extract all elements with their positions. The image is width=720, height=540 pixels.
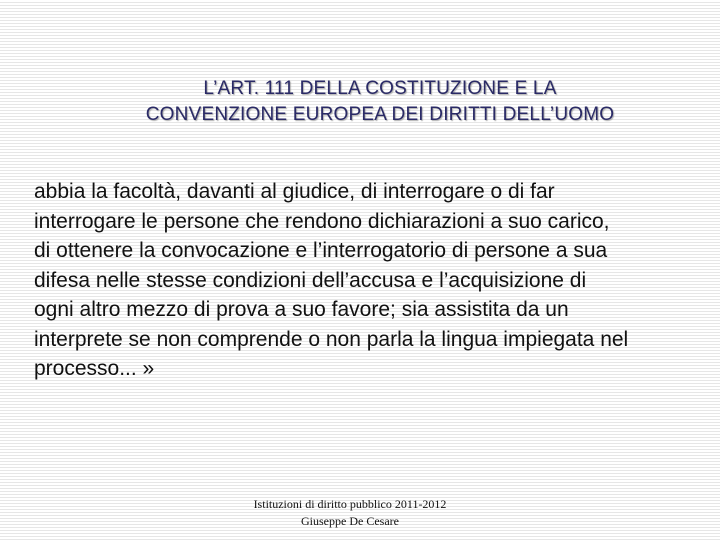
body-line: abbia la facoltà, davanti al giudice, di interrogare o di far: [34, 180, 555, 203]
title-line: CONVENZIONE EUROPEA DEI DIRITTI DELL’UOMO: [145, 104, 615, 125]
body-line: interprete se non comprende o non parla la lingua impiegata nel: [34, 327, 629, 351]
title-line: L’ART. 111 DELLA COSTITUZIONE E LA: [203, 78, 557, 99]
footer-author: Giuseppe De Cesare: [301, 514, 399, 528]
body-line: interrogare le persone che rendono dichiarazioni a suo carico,: [34, 209, 610, 233]
body-line: ogni altro mezzo di prova a suo favore; sia assistita da un: [34, 298, 569, 321]
body-line: difesa nelle stesse condizioni dell’accusa e l’acquisizione di: [34, 268, 587, 292]
footer-course: Istituzioni di diritto pubblico 2011-2012: [253, 497, 447, 511]
slide-footer: [200, 496, 500, 530]
body-line: di ottenere la convocazione e l’interrogatorio di persone a sua: [34, 239, 608, 262]
body-line: processo... »: [34, 357, 155, 380]
slide-title: [40, 76, 720, 128]
slide-body-text: [34, 177, 718, 384]
